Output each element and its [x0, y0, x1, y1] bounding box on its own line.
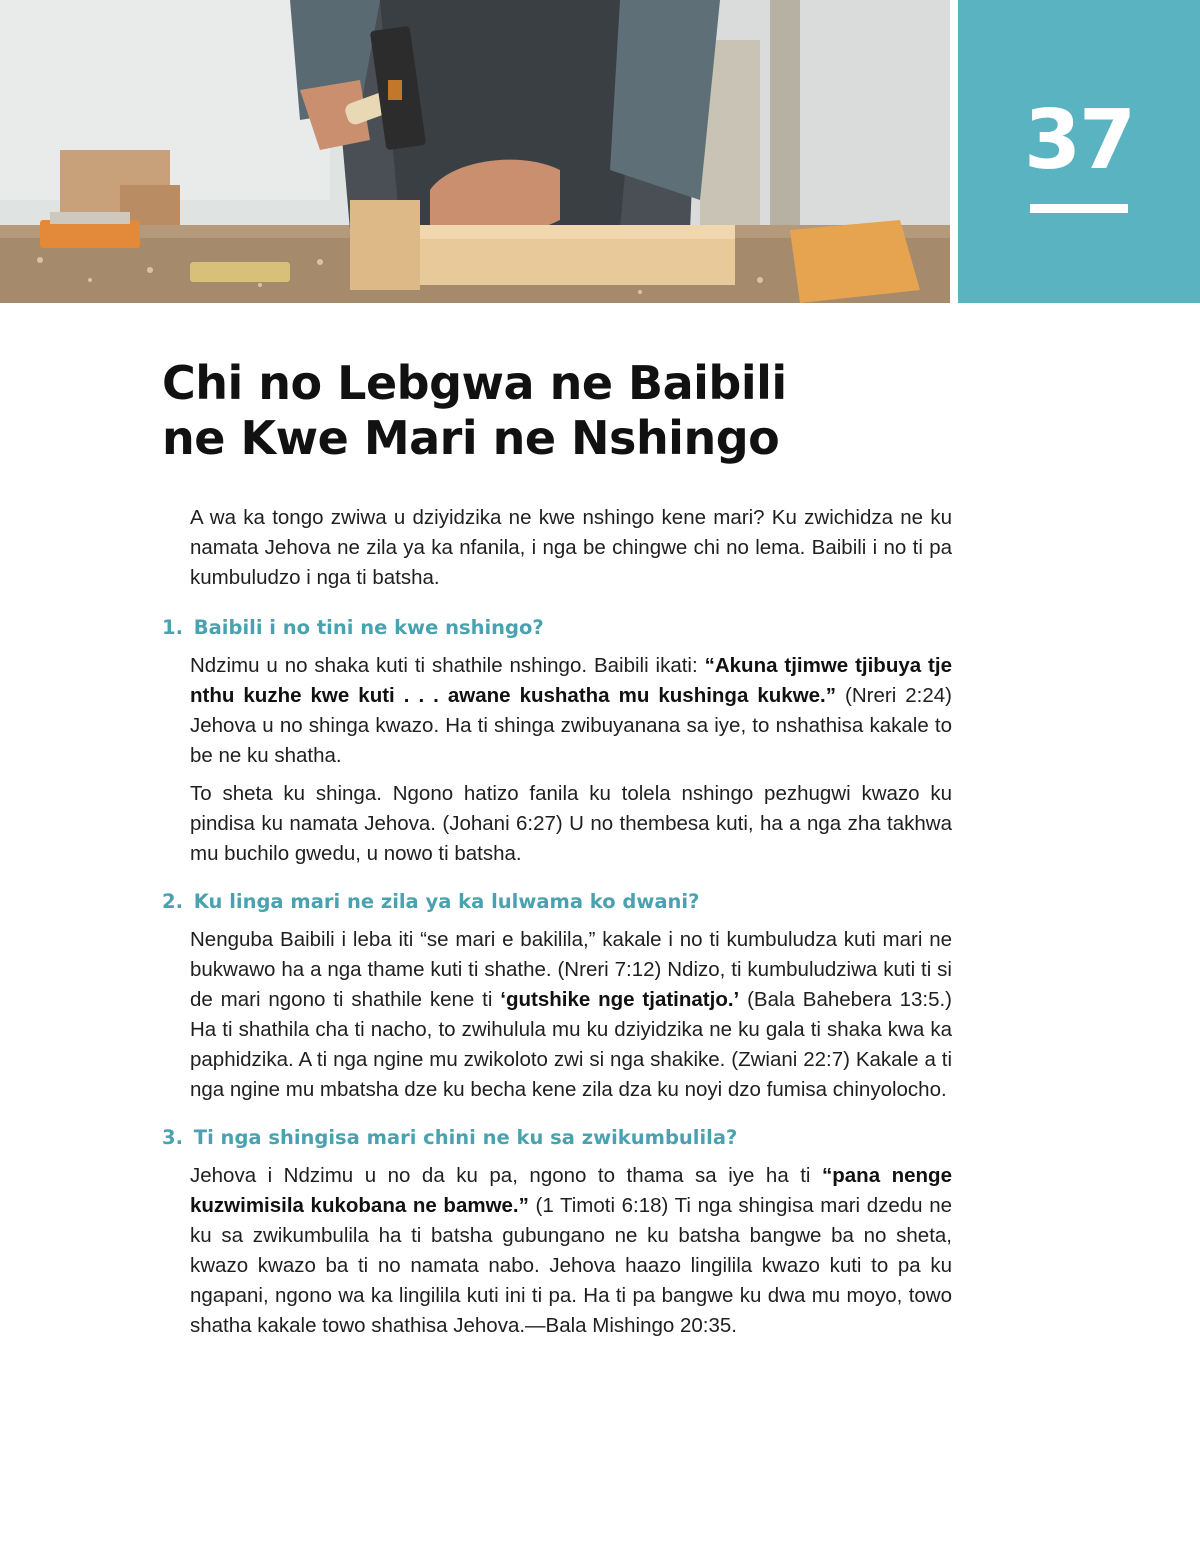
question-text: Ti nga shingisa mari chini ne ku sa zwikumbulila?	[193, 1126, 738, 1149]
section-paragraph	[190, 1161, 952, 1341]
chapter-number: 37	[1023, 93, 1135, 188]
question-heading	[162, 615, 952, 641]
hero-photo	[0, 0, 950, 303]
chapter-badge	[958, 0, 1200, 303]
lesson-body	[162, 503, 952, 1361]
paragraph-text: Nenguba Baibili i leba iti “se mari e bakilila,” kakale i no ti kumbuludza kuti mari ne bukwawo ha a nga thame kuti ti shathe. (Nreri 7:12) Ndizo, ti kumbuludziwa kuti ti si de mari ngono ti shathile kene ti	[190, 928, 952, 1011]
title-line-1: Chi no Lebgwa ne Baibili	[162, 356, 787, 410]
question-number: 2.	[162, 890, 183, 913]
paragraph-text: (Nreri 2:24) Jehova u no shinga kwazo. Ha ti shinga zwibuyanana sa iye, to nshathisa kakale to be ne ku shatha.	[190, 684, 953, 767]
question-heading	[162, 889, 952, 915]
question-text: Baibili i no tini ne kwe nshingo?	[193, 616, 544, 639]
scripture-quote: ‘gutshike nge tjatinatjo.’	[500, 988, 740, 1011]
section-paragraph	[190, 925, 952, 1105]
title-line-2: ne Kwe Mari ne Nshingo	[162, 411, 780, 465]
section-1	[162, 615, 952, 869]
page-title	[162, 356, 922, 466]
section-2	[162, 889, 952, 1105]
question-number: 3.	[162, 1126, 183, 1149]
chapter-underline	[1030, 204, 1128, 213]
paragraph-text: Jehova i Ndzimu u no da ku pa, ngono to thama sa iye ha ti	[190, 1164, 822, 1187]
question-heading	[162, 1125, 952, 1151]
question-text: Ku linga mari ne zila ya ka lulwama ko dwani?	[193, 890, 700, 913]
intro-paragraph: A wa ka tongo zwiwa u dziyidzika ne kwe nshingo kene mari? Ku zwichidza ne ku namata Jehova ne zila ya ka nfanila, i nga be chingwe chi no lema. Baibili i no ti pa kumbuludzo i nga ti batsha.	[190, 506, 952, 589]
scripture-quote: “Akuna tjimwe tjibuya tje nthu kuzhe kwe kuti . . . awane kushatha mu kushinga kukwe.”	[190, 654, 952, 707]
carpenter-illustration	[0, 0, 950, 303]
paragraph-text: (Bala Bahebera 13:5.) Ha ti shathila cha ti nacho, to zwihulula mu ku dziyidzika ne ku gala ti shaka kwa ka paphidzika. A ti nga ngine mu zwikoloto zwi si nga shakike. (Zwiani 22:7) Kakale a ti nga ngine mu mbatsha dze ku becha kene zila dza ku noyi dzo fumisa chinyolocho.	[190, 988, 952, 1101]
section-paragraph: To sheta ku shinga. Ngono hatizo fanila ku tolela nshingo pezhugwi kwazo ku pindisa ku namata Jehova. (Johani 6:27) U no thembesa kuti, ha a nga zha takhwa mu buchilo gwedu, u nowo ti batsha.	[190, 782, 952, 865]
scripture-quote: “pana nenge kuzwimisila kukobana ne bamwe.”	[190, 1164, 952, 1217]
paragraph-text: (1 Timoti 6:18) Ti nga shingisa mari dzedu ne ku sa zwikumbulila ha ti batsha gubungano ne ku batsha bangwe ba no sheta, kwazo kwazo ba ti no namata nabo. Jehova haazo lingilila kwazo kuti to pa ku ngapani, ngono wa ka lingilila kuti ini ti pa. Ha ti pa bangwe ku dwa mu moyo, towo shatha kakale towo shathisa Jehova.—Bala Mishingo 20:35.	[190, 1194, 953, 1337]
section-3	[162, 1125, 952, 1341]
section-paragraph	[190, 651, 952, 771]
question-number: 1.	[162, 616, 183, 639]
paragraph-text: Ndzimu u no shaka kuti ti shathile nshingo. Baibili ikati:	[190, 654, 705, 677]
